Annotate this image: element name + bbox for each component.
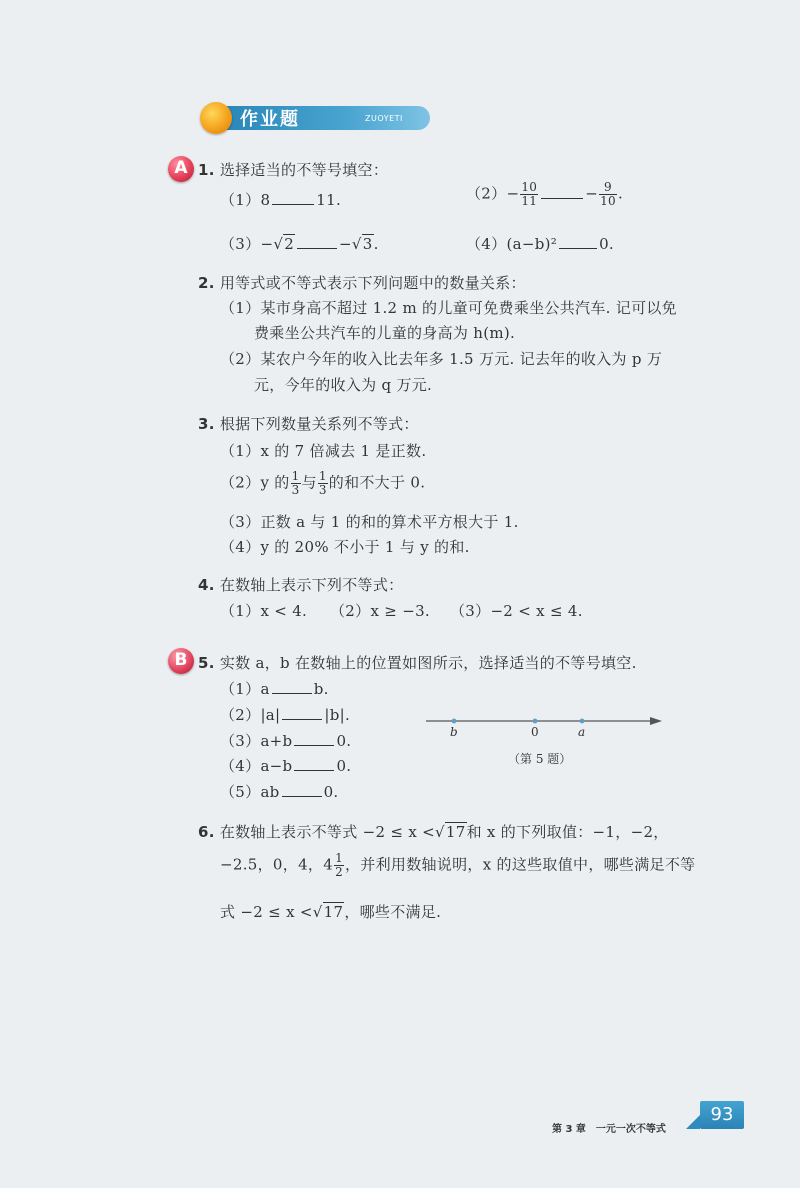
answer-blank [294, 756, 334, 771]
expr: （2）|a| [220, 706, 281, 724]
q3-part-2 [220, 470, 425, 497]
question-3-stem [198, 414, 419, 434]
q1-part-3 [220, 234, 379, 254]
denominator: 3 [318, 483, 327, 497]
q5-part-1 [220, 679, 329, 699]
q1-part-4 [466, 234, 614, 254]
answer-blank [294, 731, 334, 746]
question-5-stem [198, 653, 637, 673]
numerator: 1 [335, 851, 343, 865]
minus-sign: − [260, 235, 274, 253]
text: ，并利用数轴说明，x 的这些取值中，哪些满足不等 [345, 855, 696, 874]
numerator: 9 [599, 181, 617, 195]
text: 某农户今年的收入比去年多 1.5 万元. 记去年的收入为 p 万 [260, 350, 663, 368]
question-6-line-2 [220, 852, 695, 879]
q1-part-2 [466, 181, 623, 208]
chapter-footer: 第 3 章 一元一次不等式 [552, 1124, 666, 1135]
q4-part-3: （3）−2 < x ≤ 4. [450, 602, 583, 620]
q2-part-2-line-2: 元，今年的收入为 q 万元. [254, 376, 433, 394]
numerator: 1 [291, 469, 300, 483]
fraction [318, 470, 328, 497]
radicand: 17 [323, 903, 344, 921]
denominator: 10 [600, 194, 616, 208]
answer-blank [559, 234, 597, 249]
period: . [373, 235, 379, 253]
sqrt-expression: √17 [435, 823, 466, 841]
label-a: a [578, 725, 586, 739]
fraction [599, 181, 617, 208]
level-a-badge [168, 156, 196, 184]
minus-sign: − [339, 235, 352, 253]
page-number-tab [700, 1101, 744, 1129]
figure-caption: （第 5 题） [508, 752, 572, 766]
expr: （5）ab [220, 783, 280, 801]
part-label: （4） [466, 235, 507, 253]
point-a [580, 719, 585, 724]
q4-part-1: （1）x < 4. [220, 602, 308, 620]
stem-text: 用等式或不等式表示下列问题中的数量关系： [219, 274, 526, 292]
expr: （1）a [220, 680, 270, 698]
answer-blank [272, 190, 314, 205]
q3-part-1: （1）x 的 7 倍减去 1 是正数. [220, 442, 427, 460]
text: −2.5，0，4，4 [220, 855, 334, 874]
answer-blank [272, 679, 312, 694]
level-b-badge [168, 648, 196, 676]
answer-blank [282, 782, 322, 797]
expr: 11. [316, 191, 342, 209]
q4-part-2: （2）x ≥ −3. [330, 602, 430, 620]
q3-part-3: （3）正数 a 与 1 的和的算术平方根大于 1. [220, 513, 519, 531]
text: 式 −2 ≤ x < [220, 903, 313, 921]
denominator: 3 [291, 483, 300, 497]
q5-part-3 [220, 731, 351, 751]
stem-text: 选择适当的不等号填空： [219, 161, 389, 179]
minus-sign: − [585, 184, 599, 203]
question-number: 3. [198, 415, 215, 433]
denominator: 11 [521, 194, 538, 208]
text: （2）y 的 [220, 473, 290, 492]
sqrt-expression: √2 [273, 235, 295, 253]
question-6-line-1 [198, 822, 669, 842]
denominator: 2 [335, 865, 343, 879]
q5-part-2 [220, 705, 350, 725]
q5-part-5 [220, 782, 339, 802]
q3-part-4: （4）y 的 20% 不小于 1 与 y 的和. [220, 538, 470, 556]
expr: (a−b)² [506, 235, 558, 253]
stem-text: 在数轴上表示下列不等式： [219, 576, 404, 594]
point-b [452, 719, 457, 724]
text: 和 x 的下列取值：−1，−2， [466, 823, 669, 841]
text: 与 [301, 473, 317, 492]
question-4-stem [198, 575, 403, 595]
sqrt-expression: √17 [312, 903, 344, 921]
expr: 0. [336, 732, 352, 750]
expr: 0. [599, 235, 615, 253]
axis-arrow-icon [650, 717, 662, 725]
answer-blank [297, 234, 337, 249]
expr: 0. [323, 783, 339, 801]
answer-blank [282, 705, 322, 720]
question-number: 5. [198, 654, 215, 672]
q2-part-1-line-2: 费乘坐公共汽车的儿童的身高为 h(m). [254, 324, 516, 342]
tab-notch [686, 1115, 700, 1129]
minus-sign: − [506, 184, 520, 203]
fraction [520, 181, 538, 208]
text: 在数轴上表示不等式 −2 ≤ x < [219, 823, 436, 841]
question-2-stem [198, 273, 526, 293]
expr: （3）a+b [220, 732, 293, 750]
question-6-line-3 [220, 902, 441, 922]
numerator: 1 [318, 469, 327, 483]
question-1-stem [198, 160, 388, 180]
level-letter: A [174, 158, 188, 178]
radicand: 17 [445, 823, 466, 841]
fraction [334, 852, 344, 879]
expr: |b|. [324, 706, 351, 724]
label-origin: 0 [531, 725, 539, 739]
expr: （4）a−b [220, 757, 293, 775]
answer-blank [541, 184, 583, 199]
numerator: 10 [521, 180, 538, 194]
part-label: （3） [220, 235, 261, 253]
period: . [617, 184, 624, 203]
question-number: 6. [198, 823, 215, 841]
text: ，哪些不满足. [344, 903, 442, 921]
radicand: 2 [284, 235, 295, 253]
q1-part-1 [220, 190, 341, 210]
text: 某市身高不超过 1.2 m 的儿童可免费乘坐公共汽车. 记可以免 [260, 299, 677, 317]
homework-banner [200, 100, 432, 136]
expr: b. [313, 680, 329, 698]
banner-title: 作业题 [240, 109, 300, 130]
level-letter: B [174, 650, 188, 670]
sqrt-expression: √3 [351, 235, 373, 253]
question-number: 2. [198, 274, 215, 292]
number-line-figure [420, 712, 670, 772]
question-number: 4. [198, 576, 215, 594]
stem-text: 实数 a，b 在数轴上的位置如图所示，选择适当的不等号填空. [219, 654, 637, 672]
q5-part-4 [220, 756, 351, 776]
q2-part-1-line-1 [220, 298, 677, 318]
part-label: （1） [220, 299, 261, 317]
point-origin [533, 719, 538, 724]
q2-part-2-line-1 [220, 349, 662, 369]
part-label: （2） [220, 350, 261, 368]
part-label: （2） [466, 184, 507, 203]
expr: 8 [260, 191, 271, 209]
question-number: 1. [198, 161, 215, 179]
page-number: 93 [710, 1104, 734, 1125]
orange-ball-icon [200, 102, 232, 134]
radicand: 3 [362, 235, 373, 253]
label-b: b [450, 725, 458, 739]
banner-subtitle: ZUOYETI [365, 114, 403, 123]
expr: 0. [336, 757, 352, 775]
part-label: （1） [220, 191, 261, 209]
fraction [291, 470, 301, 497]
text: 的和不大于 0. [328, 473, 426, 492]
stem-text: 根据下列数量关系列不等式： [219, 415, 419, 433]
